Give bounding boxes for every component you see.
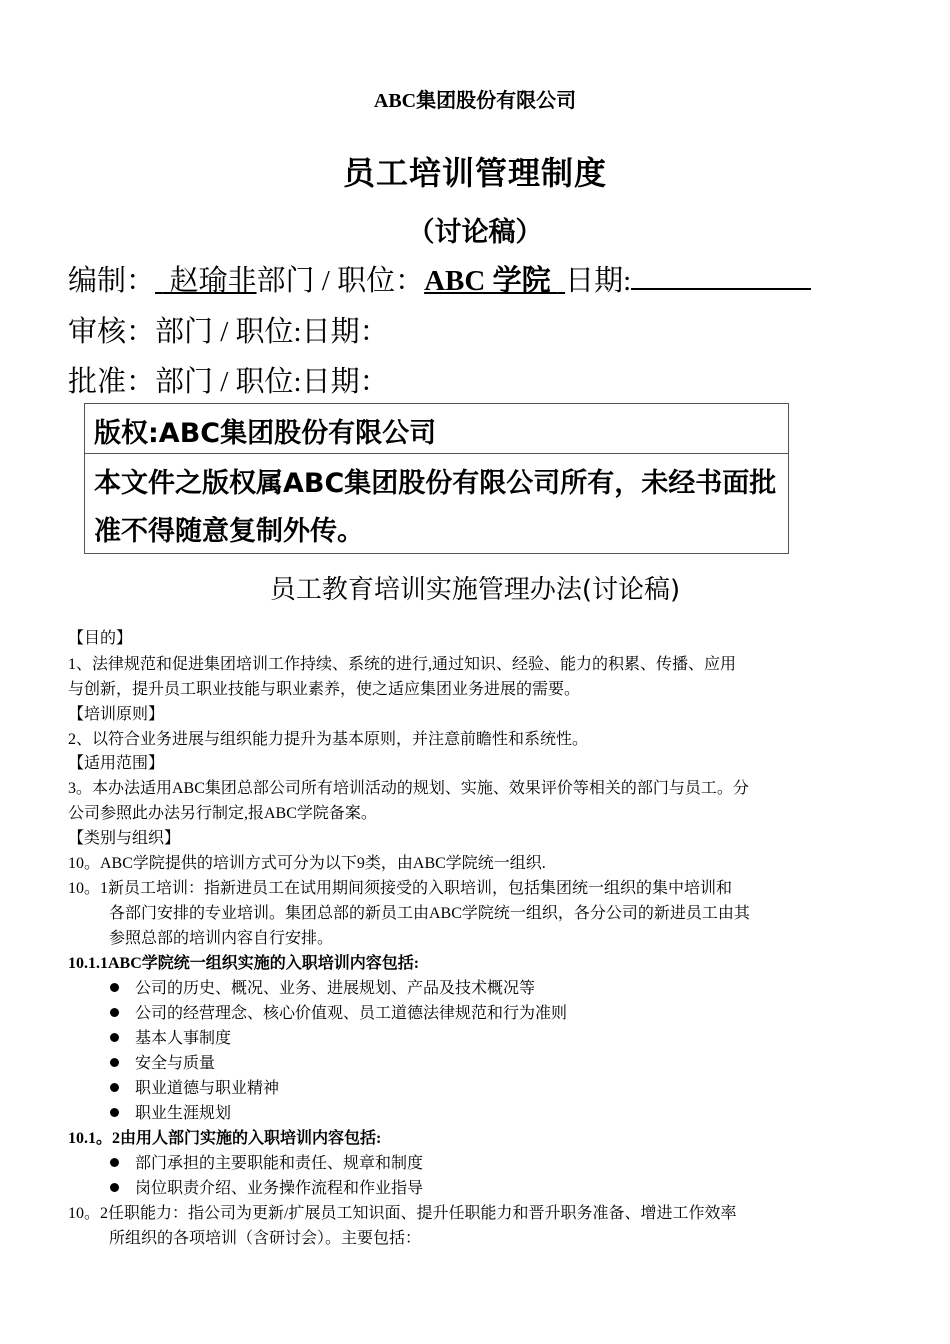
bullet-icon — [110, 1108, 119, 1117]
list-item: 岗位职责介绍、业务操作流程和作业指导 — [110, 1175, 423, 1198]
bullet-icon — [110, 1183, 119, 1192]
copyright-box — [84, 403, 789, 554]
list-item: 安全与质量 — [110, 1050, 215, 1073]
bullet-icon — [110, 1058, 119, 1067]
paragraph-line: 各部门安排的专业培训。集团总部的新员工由ABC学院统一组织，各分公司的新进员工由其 — [109, 905, 750, 922]
prepared-label: 编制： — [68, 265, 156, 297]
section-heading: 员工教育培训实施管理办法(讨论稿) — [269, 575, 681, 605]
copyright-title-row — [85, 404, 788, 454]
paragraph-line: 3。本办法适用ABC集团总部公司所有培训活动的规划、实施、效果评价等相关的部门与员工。分 — [68, 780, 749, 797]
list-item: 职业道德与职业精神 — [110, 1075, 279, 1098]
paragraph-line: 所组织的各项培训（含研讨会）。主要包括： — [109, 1230, 422, 1247]
bullet-icon — [110, 1033, 119, 1042]
paragraph-line: 公司参照此办法另行制定,报ABC学院备案。 — [68, 805, 377, 822]
paragraph-line: 与创新，提升员工职业技能与职业素养，使之适应集团业务进展的需要。 — [68, 681, 581, 698]
paragraph-line: 10。1新员工培训：指新进员工在试用期间须接受的入职培训，包括集团统一组织的集中培训和 — [68, 880, 733, 897]
paragraph-line: 2、以符合业务进展与组织能力提升为基本原则，并注意前瞻性和系统性。 — [68, 731, 589, 748]
paragraph-line: 10。ABC学院提供的培训方式可分为以下9类，由ABC学院统一组织. — [68, 855, 546, 872]
subsection-heading: 10.1.1ABC学院统一组织实施的入职培训内容包括: — [68, 955, 420, 972]
section-label-category: 【类别与组织】 — [68, 830, 181, 847]
paragraph-line: 参照总部的培训内容自行安排。 — [109, 930, 334, 947]
list-item: 公司的经营理念、核心价值观、员工道德法律规范和行为准则 — [110, 1000, 567, 1023]
bullet-icon — [110, 983, 119, 992]
bullet-icon — [110, 1083, 119, 1092]
list-item: 部门承担的主要职能和责任、规章和制度 — [110, 1150, 423, 1173]
list-item: 公司的历史、概况、业务、进展规划、产品及技术概况等 — [110, 975, 535, 998]
section-label-principle: 【培训原则】 — [68, 706, 165, 723]
bullet-icon — [110, 1158, 119, 1167]
approval-row-prepared — [68, 258, 811, 299]
subsection-heading: 10.1。2由用人部门实施的入职培训内容包括: — [68, 1130, 382, 1147]
list-item: 职业生涯规划 — [110, 1100, 231, 1123]
paragraph-line: 1、法律规范和促进集团培训工作持续、系统的进行,通过知识、经验、能力的积累、传播、应用 — [68, 656, 737, 673]
bullet-icon — [110, 1008, 119, 1017]
approval-row-approve: 批准：部门 / 职位:日期： — [68, 366, 389, 398]
approval-row-review: 审核：部门 / 职位:日期： — [68, 316, 389, 348]
list-item: 基本人事制度 — [110, 1025, 231, 1048]
date-blank — [631, 260, 811, 290]
section-label-purpose: 【目的】 — [68, 630, 133, 647]
company-name: ABC集团股份有限公司 — [373, 90, 577, 112]
document-title: 员工培训管理制度 — [342, 154, 607, 192]
section-label-scope: 【适用范围】 — [68, 755, 165, 772]
date-label: 日期: — [565, 265, 632, 297]
paragraph-line: 10。2任职能力：指公司为更新/扩展员工知识面、提升任职能力和晋升职务准备、增进工作效率 — [68, 1205, 737, 1222]
dept-position-label: 部门 / 职位： — [256, 265, 425, 297]
copyright-text: 本文件之版权属ABC集团股份有限公司所有，未经书面批准不得随意复制外传。 — [94, 468, 777, 547]
org-name: ABC 学院 — [424, 265, 558, 297]
document-subtitle: （讨论稿） — [407, 217, 543, 248]
prepared-name: 赵瑜非 — [162, 265, 257, 297]
copyright-title: 版权:ABC集团股份有限公司 — [94, 418, 437, 449]
